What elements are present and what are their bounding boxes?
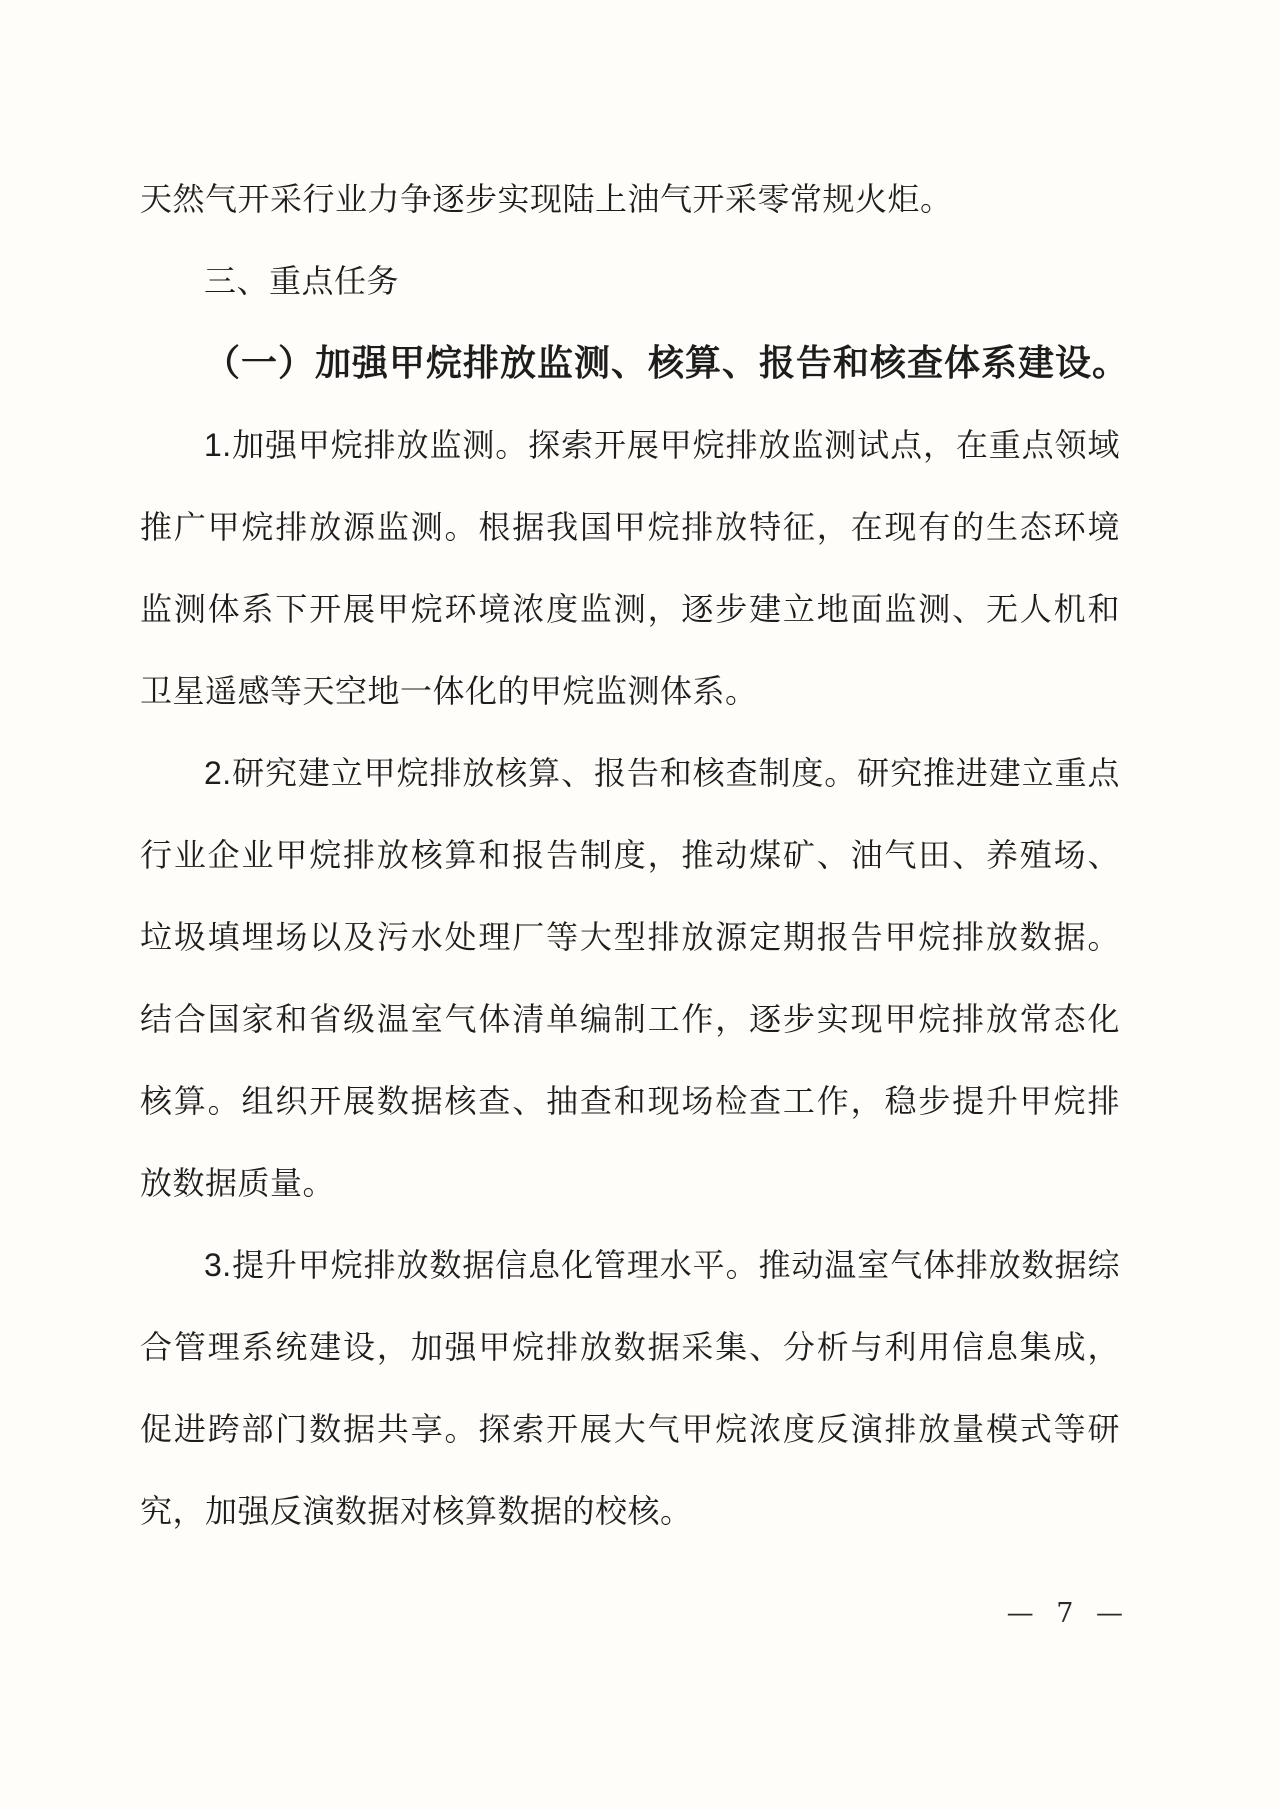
paragraph-line: 垃圾填埋场以及污水处理厂等大型排放源定期报告甲烷排放数据。 (140, 919, 1120, 955)
paragraph-line: 核算。组织开展数据核查、抽查和现场检查工作，稳步提升甲烷排 (140, 1083, 1120, 1119)
page-number: — 7 — (1006, 1598, 1130, 1629)
paragraph-line: 天然气开采行业力争逐步实现陆上油气开采零常规火炬。 (140, 181, 953, 217)
paragraph-line: 监测体系下开展甲烷环境浓度监测，逐步建立地面监测、无人机和 (140, 591, 1120, 627)
paragraph-line: 卫星遥感等天空地一体化的甲烷监测体系。 (140, 673, 758, 709)
document-body (140, 158, 1130, 1552)
paragraph-line: 促进跨部门数据共享。探索开展大气甲烷浓度反演排放量模式等研 (140, 1411, 1120, 1447)
paragraph-line: 究，加强反演数据对核算数据的校核。 (140, 1493, 693, 1529)
paragraph-line: 合管理系统建设，加强甲烷排放数据采集、分析与利用信息集成， (140, 1329, 1120, 1365)
subsection-heading: （一）加强甲烷排放监测、核算、报告和核查体系建设。 (204, 342, 1130, 383)
paragraph-line: 行业企业甲烷排放核算和报告制度，推动煤矿、油气田、养殖场、 (140, 837, 1120, 873)
paragraph-line: 推广甲烷排放源监测。根据我国甲烷排放特征，在现有的生态环境 (140, 509, 1120, 545)
paragraph-line: 结合国家和省级温室气体清单编制工作，逐步实现甲烷排放常态化 (140, 1001, 1120, 1037)
paragraph-line: 2.研究建立甲烷排放核算、报告和核查制度。研究推进建立重点 (204, 755, 1120, 791)
paragraph-line: 放数据质量。 (140, 1165, 336, 1201)
paragraph-line: 3.提升甲烷排放数据信息化管理水平。推动温室气体排放数据综 (204, 1247, 1120, 1283)
section-heading: 三、重点任务 (204, 263, 400, 299)
paragraph-line: 1.加强甲烷排放监测。探索开展甲烷排放监测试点，在重点领域 (204, 427, 1120, 463)
